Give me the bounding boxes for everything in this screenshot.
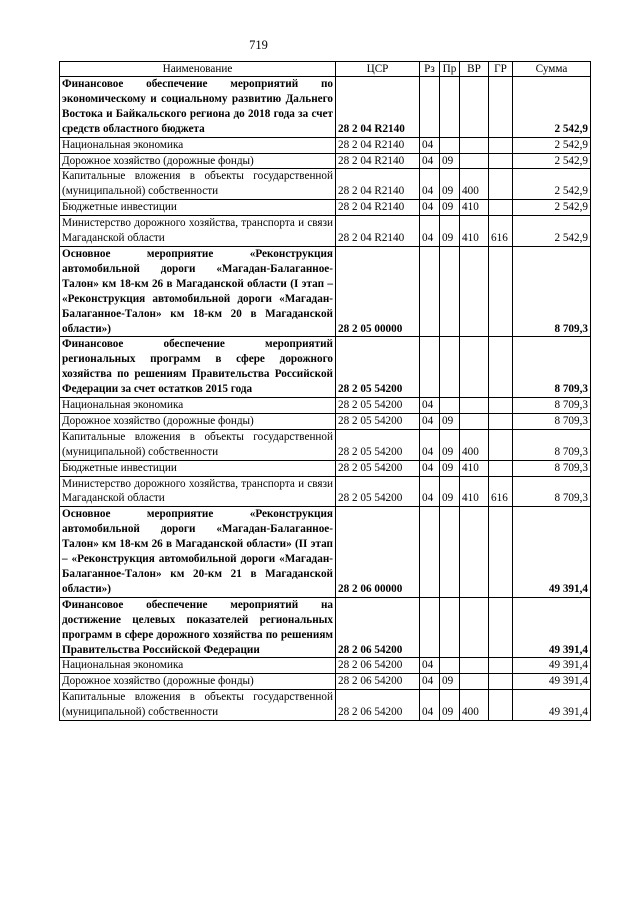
cell-vr [460,658,489,674]
cell-gr [489,200,513,216]
header-pr: Пр [440,62,460,77]
header-vr: ВР [460,62,489,77]
cell-sum: 8 709,3 [513,476,591,507]
cell-vr [460,597,489,658]
cell-gr [489,597,513,658]
cell-vr [460,246,489,336]
cell-rz: 04 [420,216,440,247]
cell-rz: 04 [420,460,440,476]
cell-sum: 8 709,3 [513,460,591,476]
cell-pr [440,337,460,398]
cell-name: Бюджетные инвестиции [60,460,336,476]
header-rz: Рз [420,62,440,77]
cell-sum: 49 391,4 [513,690,591,721]
cell-rz: 04 [420,398,440,414]
cell-vr: 400 [460,429,489,460]
cell-code: 28 2 04 R2140 [336,216,420,247]
cell-name: Национальная экономика [60,137,336,153]
cell-pr: 09 [440,153,460,169]
table-row [60,200,591,216]
cell-code: 28 2 04 R2140 [336,200,420,216]
table-row [60,337,591,398]
cell-pr: 09 [440,460,460,476]
cell-code: 28 2 05 54200 [336,476,420,507]
cell-code: 28 2 06 54200 [336,597,420,658]
cell-rz: 04 [420,674,440,690]
cell-vr [460,413,489,429]
cell-pr: 09 [440,169,460,200]
cell-gr [489,429,513,460]
cell-code: 28 2 06 54200 [336,658,420,674]
cell-pr [440,507,460,597]
cell-code: 28 2 04 R2140 [336,153,420,169]
cell-rz: 04 [420,658,440,674]
cell-name: Дорожное хозяйство (дорожные фонды) [60,413,336,429]
cell-gr [489,413,513,429]
cell-rz: 04 [420,413,440,429]
cell-rz: 04 [420,137,440,153]
table-row [60,507,591,597]
cell-pr: 09 [440,216,460,247]
cell-sum: 49 391,4 [513,507,591,597]
table-row [60,246,591,336]
cell-gr: 616 [489,476,513,507]
cell-vr: 410 [460,476,489,507]
cell-pr: 09 [440,674,460,690]
cell-pr [440,597,460,658]
cell-rz: 04 [420,690,440,721]
cell-pr: 09 [440,476,460,507]
cell-vr [460,507,489,597]
cell-pr [440,658,460,674]
cell-rz [420,77,440,138]
table-body [60,77,591,721]
cell-gr [489,246,513,336]
cell-vr [460,398,489,414]
table-row [60,137,591,153]
cell-vr [460,674,489,690]
cell-gr [489,398,513,414]
cell-sum: 8 709,3 [513,429,591,460]
cell-name: Финансовое обеспечение мероприятий на достижение целевых показателей региональных программ в сфере дорожного хозяйства по решениям Правительства Российской Федерации [60,597,336,658]
cell-vr: 400 [460,169,489,200]
cell-vr: 400 [460,690,489,721]
cell-sum: 8 709,3 [513,398,591,414]
cell-name: Дорожное хозяйство (дорожные фонды) [60,674,336,690]
cell-name: Министерство дорожного хозяйства, транспорта и связи Магаданской области [60,216,336,247]
cell-code: 28 2 04 R2140 [336,169,420,200]
table-row [60,77,591,138]
cell-name: Основное мероприятие «Реконструкция автомобильной дороги «Магадан-Балаганное-Талон» км 18-км 26 в Магаданской области (I этап – «Реконструкция автомобильной дороги «Магадан-Балаганное-Талон» км 18-км 20 в Магаданской области») [60,246,336,336]
cell-code: 28 2 04 R2140 [336,137,420,153]
cell-sum: 2 542,9 [513,200,591,216]
cell-code: 28 2 04 R2140 [336,77,420,138]
cell-pr: 09 [440,429,460,460]
cell-name: Министерство дорожного хозяйства, транспорта и связи Магаданской области [60,476,336,507]
cell-name: Дорожное хозяйство (дорожные фонды) [60,153,336,169]
cell-rz: 04 [420,476,440,507]
table-row [60,413,591,429]
cell-pr [440,398,460,414]
cell-code: 28 2 05 54200 [336,429,420,460]
cell-vr: 410 [460,460,489,476]
table-row [60,674,591,690]
cell-code: 28 2 05 00000 [336,246,420,336]
cell-name: Основное мероприятие «Реконструкция автомобильной дороги «Магадан-Балаганное-Талон» км 18-км 26 в Магаданской области» (II этап – «Реконструкция автомобильной дороги «Магадан-Балаганное-Талон» км 20-км 21 в Магаданской области») [60,507,336,597]
cell-gr [489,674,513,690]
cell-sum: 8 709,3 [513,337,591,398]
cell-name: Финансовое обеспечение мероприятий по экономическому и социальному развитию Дальнего Востока и Байкальского региона до 2018 года за счет средств областного бюджета [60,77,336,138]
cell-rz [420,246,440,336]
cell-gr [489,137,513,153]
table-row [60,169,591,200]
cell-code: 28 2 05 54200 [336,460,420,476]
cell-sum: 2 542,9 [513,169,591,200]
cell-sum: 8 709,3 [513,413,591,429]
cell-sum: 49 391,4 [513,597,591,658]
cell-vr: 410 [460,216,489,247]
cell-rz [420,597,440,658]
cell-gr [489,153,513,169]
cell-sum: 2 542,9 [513,216,591,247]
table-row [60,398,591,414]
cell-code: 28 2 06 54200 [336,674,420,690]
cell-rz [420,337,440,398]
table-row [60,216,591,247]
cell-vr [460,137,489,153]
cell-code: 28 2 06 54200 [336,690,420,721]
table-row [60,153,591,169]
cell-gr: 616 [489,216,513,247]
cell-sum: 2 542,9 [513,153,591,169]
table-row [60,460,591,476]
header-sum: Сумма [513,62,591,77]
cell-rz: 04 [420,153,440,169]
cell-gr [489,337,513,398]
cell-pr [440,137,460,153]
cell-name: Национальная экономика [60,658,336,674]
header-row [60,62,591,77]
table-row [60,658,591,674]
cell-pr: 09 [440,200,460,216]
cell-sum: 49 391,4 [513,674,591,690]
cell-vr: 410 [460,200,489,216]
page-number: 719 [249,38,268,52]
cell-code: 28 2 05 54200 [336,413,420,429]
cell-rz [420,507,440,597]
cell-name: Капитальные вложения в объекты государственной (муниципальной) собственности [60,690,336,721]
cell-code: 28 2 05 54200 [336,337,420,398]
cell-vr [460,153,489,169]
cell-code: 28 2 06 00000 [336,507,420,597]
cell-code: 28 2 05 54200 [336,398,420,414]
cell-gr [489,690,513,721]
cell-pr: 09 [440,413,460,429]
cell-sum: 49 391,4 [513,658,591,674]
cell-name: Капитальные вложения в объекты государственной (муниципальной) собственности [60,169,336,200]
header-name: Наименование [60,62,336,77]
header-gr: ГР [489,62,513,77]
cell-pr [440,77,460,138]
cell-name: Бюджетные инвестиции [60,200,336,216]
cell-sum: 8 709,3 [513,246,591,336]
cell-vr [460,337,489,398]
cell-rz: 04 [420,429,440,460]
cell-pr: 09 [440,690,460,721]
cell-name: Финансовое обеспечение мероприятий региональных программ в сфере дорожного хозяйства по решениям Правительства Российской Федерации за счет остатков 2015 года [60,337,336,398]
cell-vr [460,77,489,138]
table-row [60,690,591,721]
cell-name: Национальная экономика [60,398,336,414]
table-row [60,429,591,460]
header-code: ЦСР [336,62,420,77]
cell-gr [489,507,513,597]
cell-rz: 04 [420,200,440,216]
table-row [60,476,591,507]
cell-gr [489,169,513,200]
cell-pr [440,246,460,336]
cell-gr [489,658,513,674]
budget-table [59,61,591,721]
cell-sum: 2 542,9 [513,77,591,138]
cell-gr [489,77,513,138]
cell-gr [489,460,513,476]
table-row [60,597,591,658]
cell-sum: 2 542,9 [513,137,591,153]
cell-rz: 04 [420,169,440,200]
cell-name: Капитальные вложения в объекты государственной (муниципальной) собственности [60,429,336,460]
